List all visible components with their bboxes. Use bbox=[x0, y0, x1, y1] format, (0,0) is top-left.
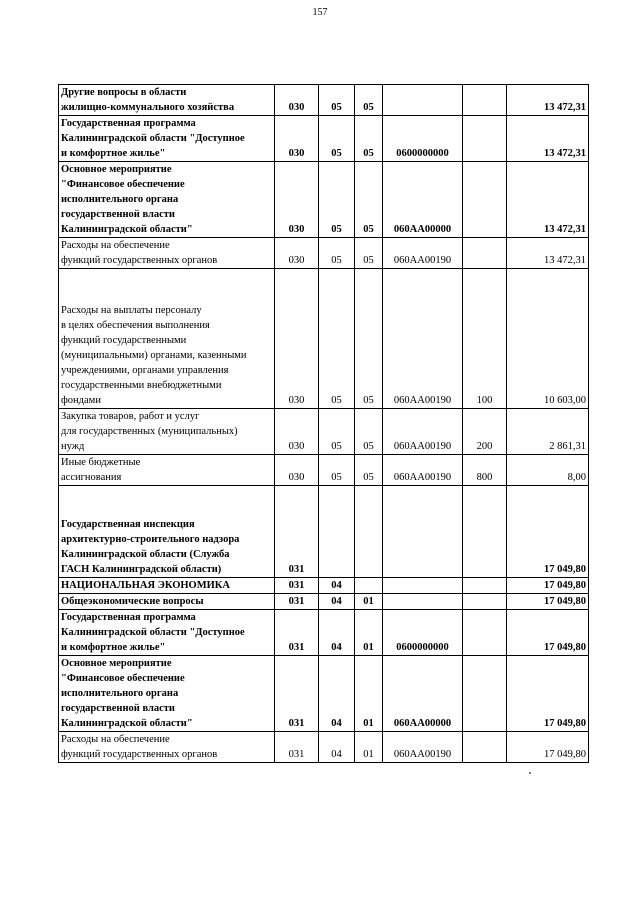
row-label: Закупка товаров, работ и услуг для государственных (муниципальных) нужд bbox=[61, 411, 238, 452]
cell-csr: 060АА00190 bbox=[383, 455, 463, 486]
cell-name bbox=[59, 85, 275, 116]
cell-podrazdel: 05 bbox=[355, 162, 383, 238]
cell-razdel: 05 bbox=[319, 85, 355, 116]
cell-amount: 17 049,80 bbox=[507, 732, 589, 763]
cell-vr bbox=[463, 732, 507, 763]
cell-razdel: 04 bbox=[319, 732, 355, 763]
cell-vr bbox=[463, 610, 507, 656]
cell-podrazdel: 05 bbox=[355, 269, 383, 409]
cell-ved: 031 bbox=[275, 578, 319, 594]
cell-name bbox=[59, 269, 275, 409]
cell-razdel: 05 bbox=[319, 409, 355, 455]
cell-razdel: 05 bbox=[319, 162, 355, 238]
row-label: Расходы на обеспечение функций государственных органов bbox=[61, 734, 218, 760]
cell-amount: 13 472,31 bbox=[507, 85, 589, 116]
table-row bbox=[59, 656, 589, 732]
cell-ved: 030 bbox=[275, 238, 319, 269]
row-label: Государственная программа Калининградской области "Доступное и комфортное жилье" bbox=[61, 118, 245, 159]
cell-csr: 060АА00190 bbox=[383, 732, 463, 763]
cell-vr bbox=[463, 594, 507, 610]
cell-ved: 030 bbox=[275, 409, 319, 455]
cell-name bbox=[59, 238, 275, 269]
cell-amount: 13 472,31 bbox=[507, 238, 589, 269]
cell-vr: 100 bbox=[463, 269, 507, 409]
cell-razdel: 04 bbox=[319, 656, 355, 732]
cell-amount: 17 049,80 bbox=[507, 578, 589, 594]
cell-name bbox=[59, 116, 275, 162]
cell-ved: 031 bbox=[275, 656, 319, 732]
cell-vr: 200 bbox=[463, 409, 507, 455]
table-row bbox=[59, 594, 589, 610]
cell-razdel: 04 bbox=[319, 578, 355, 594]
cell-vr bbox=[463, 85, 507, 116]
row-label: Иные бюджетные ассигнования bbox=[61, 457, 141, 483]
cell-vr bbox=[463, 486, 507, 578]
row-label: Государственная программа Калининградской области "Доступное и комфортное жилье" bbox=[61, 612, 245, 653]
cell-csr: 060АА00190 bbox=[383, 269, 463, 409]
cell-podrazdel: 05 bbox=[355, 409, 383, 455]
cell-name bbox=[59, 578, 275, 594]
table-row bbox=[59, 578, 589, 594]
table-row bbox=[59, 238, 589, 269]
cell-csr: 0600000000 bbox=[383, 116, 463, 162]
cell-razdel: 05 bbox=[319, 455, 355, 486]
cell-razdel: 05 bbox=[319, 238, 355, 269]
cell-name bbox=[59, 162, 275, 238]
table-row bbox=[59, 85, 589, 116]
cell-podrazdel: 05 bbox=[355, 238, 383, 269]
cell-podrazdel bbox=[355, 486, 383, 578]
cell-ved: 030 bbox=[275, 116, 319, 162]
cell-podrazdel: 01 bbox=[355, 656, 383, 732]
cell-name bbox=[59, 594, 275, 610]
row-label: НАЦИОНАЛЬНАЯ ЭКОНОМИКА bbox=[61, 580, 230, 591]
cell-vr bbox=[463, 238, 507, 269]
cell-csr bbox=[383, 578, 463, 594]
cell-amount: 17 049,80 bbox=[507, 486, 589, 578]
cell-podrazdel: 01 bbox=[355, 732, 383, 763]
table-row bbox=[59, 162, 589, 238]
table-row bbox=[59, 455, 589, 486]
cell-csr: 060АА00190 bbox=[383, 238, 463, 269]
row-label: Основное мероприятие "Финансовое обеспечение исполнительного органа государственной власти Калининградской области" bbox=[61, 658, 193, 729]
cell-csr: 060АА00190 bbox=[383, 409, 463, 455]
cell-csr bbox=[383, 486, 463, 578]
table-row bbox=[59, 610, 589, 656]
row-label: Государственная инспекция архитектурно-строительного надзора Калининградской области (Служба ГАСН Калининградской области) bbox=[61, 519, 240, 575]
cell-csr: 0600000000 bbox=[383, 610, 463, 656]
scan-speck bbox=[529, 772, 531, 774]
cell-ved: 031 bbox=[275, 732, 319, 763]
table-row bbox=[59, 486, 589, 578]
cell-csr: 060АА00000 bbox=[383, 656, 463, 732]
cell-podrazdel: 01 bbox=[355, 610, 383, 656]
cell-csr bbox=[383, 594, 463, 610]
row-label: Расходы на выплаты персоналу в целях обеспечения выполнения функций государственными (муниципальными) органами, казенными учреждениями, органами управления государственными внебюджетными фондами bbox=[61, 305, 247, 406]
budget-table bbox=[58, 84, 589, 763]
cell-vr bbox=[463, 116, 507, 162]
table-row bbox=[59, 409, 589, 455]
cell-ved: 031 bbox=[275, 594, 319, 610]
cell-amount: 8,00 bbox=[507, 455, 589, 486]
cell-podrazdel bbox=[355, 578, 383, 594]
table-row bbox=[59, 116, 589, 162]
cell-amount: 17 049,80 bbox=[507, 610, 589, 656]
cell-vr bbox=[463, 578, 507, 594]
cell-amount: 17 049,80 bbox=[507, 594, 589, 610]
cell-razdel: 04 bbox=[319, 594, 355, 610]
cell-ved: 030 bbox=[275, 162, 319, 238]
cell-ved: 030 bbox=[275, 455, 319, 486]
cell-name bbox=[59, 486, 275, 578]
cell-amount: 13 472,31 bbox=[507, 116, 589, 162]
cell-podrazdel: 05 bbox=[355, 455, 383, 486]
cell-ved: 030 bbox=[275, 85, 319, 116]
cell-razdel bbox=[319, 486, 355, 578]
cell-razdel: 05 bbox=[319, 116, 355, 162]
table-row bbox=[59, 732, 589, 763]
cell-razdel: 04 bbox=[319, 610, 355, 656]
cell-csr: 060АА00000 bbox=[383, 162, 463, 238]
row-label: Расходы на обеспечение функций государственных органов bbox=[61, 240, 218, 266]
cell-csr bbox=[383, 85, 463, 116]
cell-name bbox=[59, 656, 275, 732]
cell-vr bbox=[463, 162, 507, 238]
cell-vr bbox=[463, 656, 507, 732]
row-label: Основное мероприятие "Финансовое обеспечение исполнительного органа государственной власти Калининградской области" bbox=[61, 164, 193, 235]
cell-razdel: 05 bbox=[319, 269, 355, 409]
cell-name bbox=[59, 409, 275, 455]
cell-podrazdel: 05 bbox=[355, 116, 383, 162]
cell-podrazdel: 05 bbox=[355, 85, 383, 116]
cell-amount: 10 603,00 bbox=[507, 269, 589, 409]
cell-amount: 2 861,31 bbox=[507, 409, 589, 455]
row-label: Другие вопросы в области жилищно-коммунального хозяйства bbox=[61, 87, 235, 113]
cell-name bbox=[59, 732, 275, 763]
cell-vr: 800 bbox=[463, 455, 507, 486]
cell-name bbox=[59, 455, 275, 486]
cell-amount: 13 472,31 bbox=[507, 162, 589, 238]
page-number: 157 bbox=[312, 7, 328, 18]
cell-ved: 031 bbox=[275, 610, 319, 656]
cell-name bbox=[59, 610, 275, 656]
cell-podrazdel: 01 bbox=[355, 594, 383, 610]
cell-ved: 030 bbox=[275, 269, 319, 409]
cell-amount: 17 049,80 bbox=[507, 656, 589, 732]
table-row bbox=[59, 269, 589, 409]
row-label: Общеэкономические вопросы bbox=[61, 596, 204, 607]
cell-ved: 031 bbox=[275, 486, 319, 578]
